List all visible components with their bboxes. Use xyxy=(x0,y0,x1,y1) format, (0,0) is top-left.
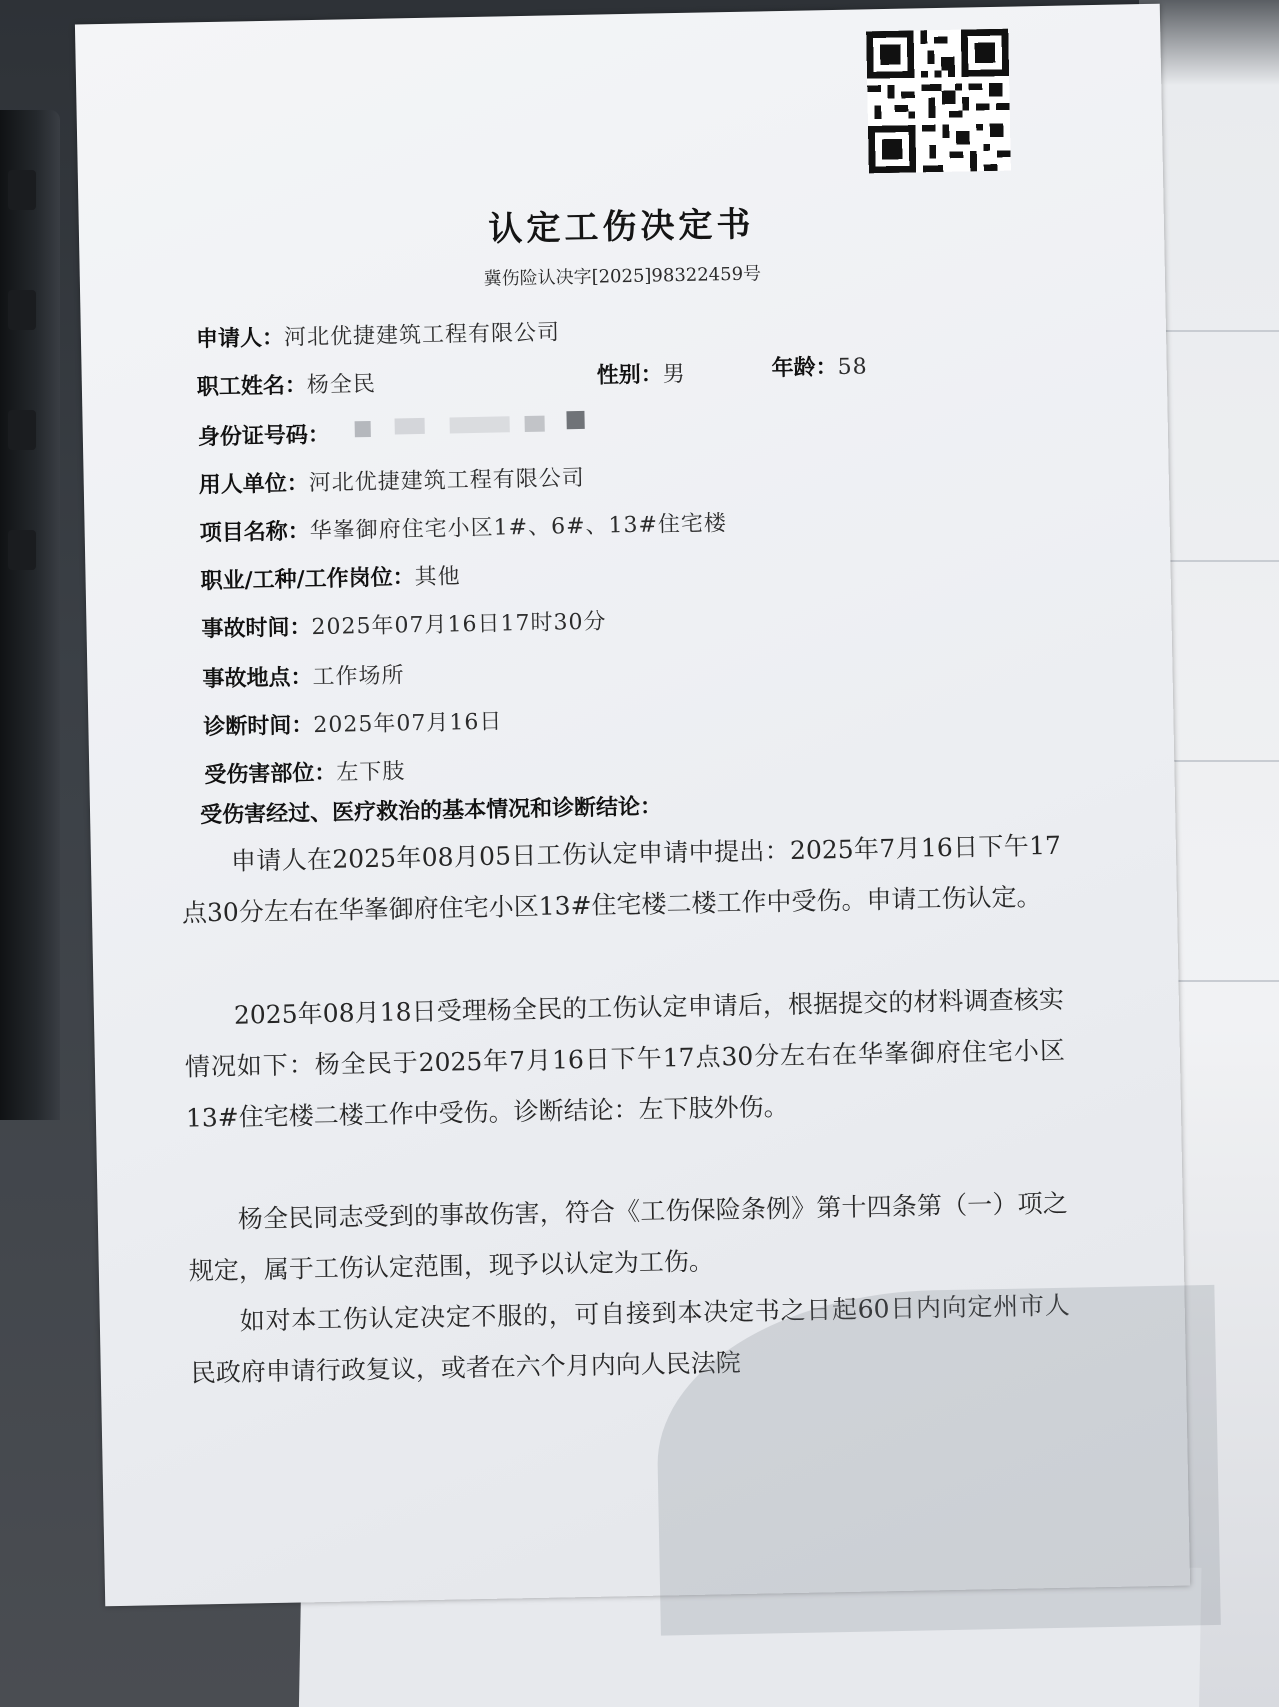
field-id-number xyxy=(198,418,331,452)
field-occupation xyxy=(200,559,461,595)
field-value: 河北优捷建筑工程有限公司 xyxy=(283,320,561,351)
field-label: 事故时间： xyxy=(201,614,312,643)
field-value: 2025年07月16日17时30分 xyxy=(311,609,607,641)
keyboard-key xyxy=(8,290,36,330)
field-injured-part xyxy=(204,754,406,789)
field-label: 身份证号码： xyxy=(197,421,331,451)
field-label: 职业/工种/工作岗位： xyxy=(200,564,415,595)
field-label: 申请人： xyxy=(195,324,285,353)
document-number: 冀伤险认决字[2025]98322459号 xyxy=(483,263,762,290)
field-label: 用人单位： xyxy=(198,470,310,499)
keyboard-key xyxy=(8,530,36,570)
field-diagnosis-time xyxy=(203,704,503,741)
field-employee-name xyxy=(197,367,377,401)
paragraph-determination: 杨全民同志受到的事故伤害，符合《工伤保险条例》第十四条第（一）项之规定，属于工伤认定范围，现予以认定为工伤。 xyxy=(188,1188,1069,1286)
field-label: 性别： xyxy=(596,361,664,389)
decision-document xyxy=(75,4,1190,1607)
field-value: 男 xyxy=(662,361,687,388)
field-age xyxy=(771,349,868,382)
field-label: 事故地点： xyxy=(202,664,313,693)
field-value: 58 xyxy=(837,354,868,380)
field-value: 其他 xyxy=(414,564,461,591)
field-employer xyxy=(198,461,585,499)
sheet-edge xyxy=(1149,330,1279,332)
field-value: 河北优捷建筑工程有限公司 xyxy=(308,465,585,497)
field-value: 华峯御府住宅小区1#、6#、13#住宅楼 xyxy=(309,511,728,545)
section-heading: 受伤害经过、医疗救治的基本情况和诊断结论： xyxy=(199,793,663,829)
field-project xyxy=(199,506,727,547)
paragraph-application: 申请人在2025年08月05日工伤认定申请中提出：2025年7月16日下午17点30分左右在华峯御府住宅小区13#住宅楼二楼工作中受伤。申请工伤认定。 xyxy=(181,830,1062,928)
field-label: 项目名称： xyxy=(199,518,310,547)
field-accident-time xyxy=(201,604,607,643)
field-value: 工作场所 xyxy=(312,663,405,691)
field-gender xyxy=(596,357,686,390)
field-value: 杨全民 xyxy=(306,371,377,399)
field-applicant xyxy=(196,315,561,353)
laptop-edge xyxy=(0,110,60,1120)
keyboard-key xyxy=(8,410,36,450)
field-label: 年龄： xyxy=(771,353,838,382)
redacted-id-blur xyxy=(354,411,594,440)
paragraph-appeal: 如对本工伤认定决定不服的，可自接到本决定书之日起60日内向定州市人民政府申请行政复议，或者在六个月内向人民法院 xyxy=(190,1290,1070,1388)
field-label: 受伤害部位： xyxy=(204,759,337,789)
field-value: 左下肢 xyxy=(336,759,406,786)
qr-code xyxy=(853,28,1024,173)
paragraph-investigation: 2025年08月18日受理杨全民的工伤认定申请后，根据提交的材料调查核实情况如下：杨全民于2025年7月16日下午17点30分左右在华峯御府住宅小区13#住宅楼二楼工作中受伤。诊断结论：左下肢外伤。 xyxy=(184,984,1066,1133)
field-label: 诊断时间： xyxy=(203,712,314,741)
field-label: 职工姓名： xyxy=(196,372,308,401)
keyboard-key xyxy=(8,170,36,210)
field-value: 2025年07月16日 xyxy=(313,709,503,739)
document-title: 认定工伤决定书 xyxy=(488,204,755,250)
field-accident-place xyxy=(202,658,405,693)
